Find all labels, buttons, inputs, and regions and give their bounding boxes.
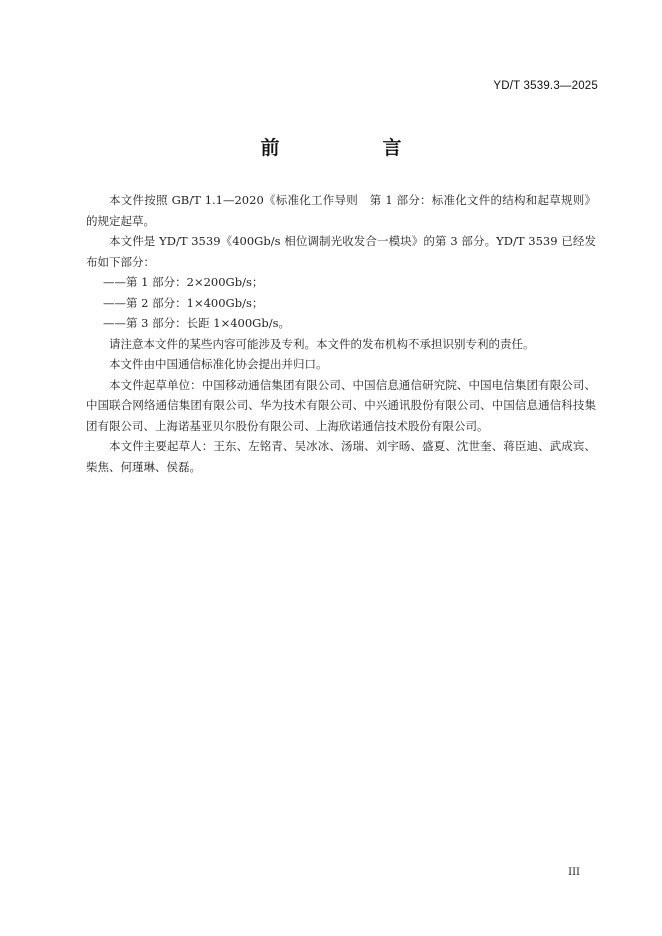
section-heading: 前 言 — [260, 137, 444, 159]
paragraph-drafters: 本文件主要起草人：王东、左铭青、吴冰冰、汤瑞、刘宇旸、盛夏、沈世奎、蒋臣迪、武成宾、柴焦、何瑾琳、侯磊。 — [86, 439, 596, 474]
page-number: III — [568, 867, 580, 878]
paragraph-patent-notice: 请注意本文件的某些内容可能涉及专利。本文件的发布机构不承担识别专利的责任。 — [109, 336, 535, 351]
paragraph-series-parts: 本文件是 YD/T 3539《400Gb/s 相位调制光收发合一模块》的第 3 部分。YD/T 3539 已经发布如下部分： — [86, 234, 596, 269]
list-item-part-3: ——第 3 部分：长距 1×400Gb/s。 — [103, 316, 291, 330]
paragraph-drafting-rules: 本文件按照 GB/T 1.1—2020《标准化工作导则 第 1 部分：标准化文件的结构和起草规则》的规定起草。 — [86, 193, 596, 228]
list-item-part-1: ——第 1 部分：2×200Gb/s； — [103, 275, 264, 289]
paragraph-proposer: 本文件由中国通信标准化协会提出并归口。 — [109, 357, 328, 371]
foreword-body — [86, 190, 596, 477]
standard-number: YD/T 3539.3—2025 — [493, 80, 598, 92]
list-item-part-2: ——第 2 部分：1×400Gb/s； — [103, 295, 264, 310]
paragraph-drafting-organizations: 本文件起草单位：中国移动通信集团有限公司、中国信息通信研究院、中国电信集团有限公司、中国联合网络通信集团有限公司、华为技术有限公司、中兴通讯股份有限公司、中国信息通信科技集团有限公司、上海诺基亚贝尔股份有限公司、上海欣诺通信技术股份有限公司。 — [86, 377, 596, 433]
